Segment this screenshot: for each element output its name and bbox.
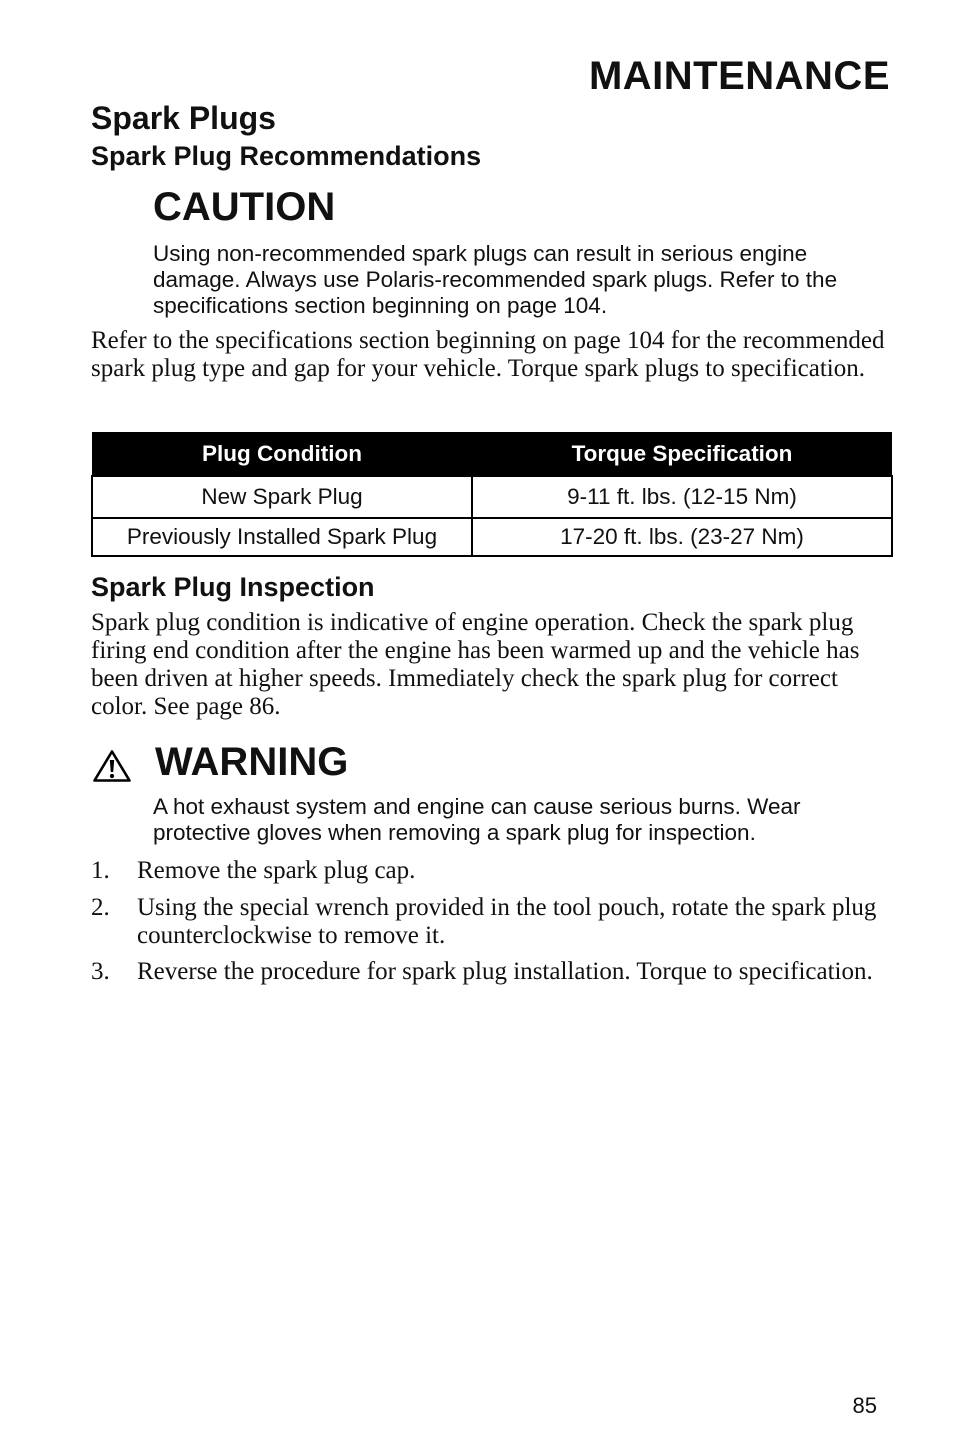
step-text: Remove the spark plug cap. — [137, 857, 416, 884]
step-number: 3. — [91, 958, 110, 985]
table-row — [92, 476, 892, 518]
list-item — [91, 857, 891, 887]
section-header: MAINTENANCE — [588, 54, 890, 98]
warning-text: A hot exhaust system and engine can cause serious burns. Wear protective gloves when removing a spark plug for inspection. — [153, 794, 801, 845]
warning-title: WARNING — [155, 740, 349, 784]
table-row — [92, 518, 892, 556]
heading-spark-plug-inspection: Spark Plug Inspection — [91, 572, 375, 602]
caution-text: Using non-recommended spark plugs can result in serious engine damage. Always use Polaris-recommended spark plugs. Refer to the specifications section beginning on page 104. — [153, 241, 838, 318]
step-number: 1. — [91, 857, 110, 884]
warning-triangle-icon — [93, 750, 131, 782]
table-cell: 17-20 ft. lbs. (23-27 Nm) — [472, 518, 892, 556]
intro-paragraph: Refer to the specifications section beginning on page 104 for the recommended spark plug type and gap for your vehicle. Torque spark plugs to specification. — [91, 327, 885, 382]
table-cell: Previously Installed Spark Plug — [92, 518, 472, 556]
caution-title: CAUTION — [153, 185, 336, 229]
step-number: 2. — [91, 894, 110, 921]
step-text: Using the special wrench provided in the tool pouch, rotate the spark plug counterclockwise to remove it. — [137, 894, 877, 949]
heading-spark-plug-recommendations: Spark Plug Recommendations — [91, 141, 482, 171]
torque-table — [91, 432, 893, 557]
table-cell: New Spark Plug — [92, 476, 472, 518]
column-header-plug-condition: Plug Condition — [92, 432, 472, 476]
list-item — [91, 958, 891, 1016]
list-item — [91, 894, 891, 952]
heading-spark-plugs: Spark Plugs — [91, 100, 276, 136]
column-header-torque-specification: Torque Specification — [472, 432, 892, 476]
page-number: 85 — [852, 1393, 877, 1418]
table-header-row — [92, 432, 892, 476]
step-text: Reverse the procedure for spark plug installation. Torque to specification. — [137, 958, 873, 985]
inspection-paragraph: Spark plug condition is indicative of engine operation. Check the spark plug firing end condition after the engine has been warmed up and the vehicle has been driven at higher speeds. Immediately check the spark plug for correct color. See page 86. — [91, 609, 860, 720]
table-cell: 9-11 ft. lbs. (12-15 Nm) — [472, 476, 892, 518]
